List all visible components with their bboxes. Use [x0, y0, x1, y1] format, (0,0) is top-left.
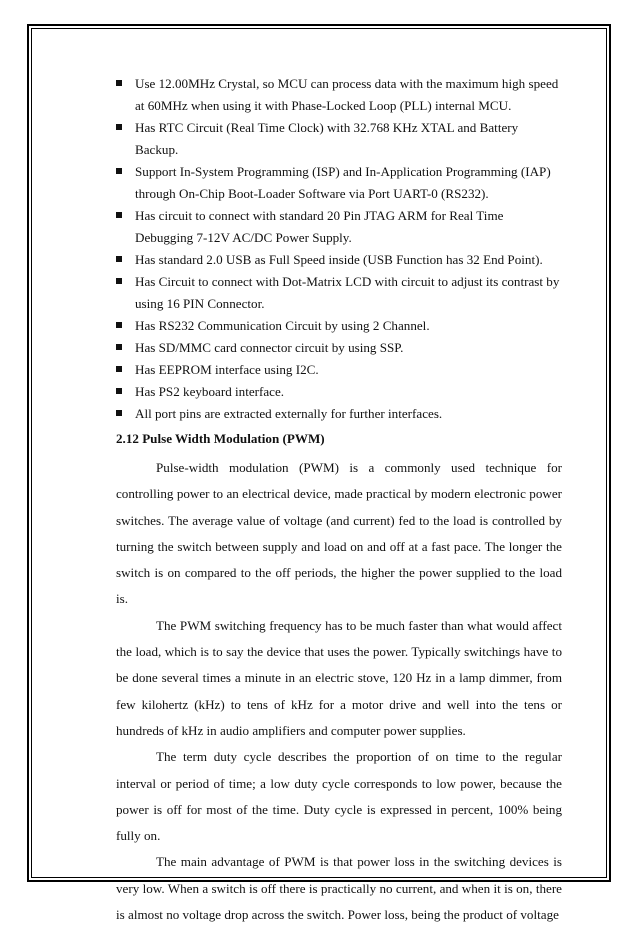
paragraph: The term duty cycle describes the proportion of on time to the regular interval or period of time; a low duty cycle corresponds to low power, because the power is off for most of the time. Duty cycle is expressed in percent, 100% being fully on.	[116, 749, 562, 844]
list-item-text: Has RS232 Communication Circuit by using 2 Channel.	[135, 318, 430, 333]
paragraph: Pulse-width modulation (PWM) is a commonly used technique for controlling power to an electrical device, made practical by modern electronic power switches. The average value of voltage (and current) fed to the load is controlled by turning the switch between supply and load on and off at a fast pace. The longer the switch is on compared to the off periods, the higher the power supplied to the load is.	[116, 460, 562, 607]
list-item-text: Has EEPROM interface using I2C.	[135, 362, 319, 377]
list-item	[116, 205, 564, 249]
square-bullet-icon	[116, 322, 122, 328]
list-item	[116, 271, 564, 315]
list-item-text: Has PS2 keyboard interface.	[135, 384, 285, 399]
square-bullet-icon	[116, 366, 122, 372]
list-item-text: Has circuit to connect with standard 20 Pin JTAG ARM for Real Time Debugging 7-12V AC/DC Power Supply.	[135, 208, 504, 245]
square-bullet-icon	[116, 344, 122, 350]
list-item	[116, 315, 564, 337]
square-bullet-icon	[116, 124, 122, 130]
list-item	[116, 117, 564, 161]
square-bullet-icon	[116, 80, 122, 86]
list-item	[116, 381, 564, 403]
paragraph: The PWM switching frequency has to be much faster than what would affect the load, which is to say the device that uses the power. Typically switchings have to be done several times a minute in an electric stove, 120 Hz in a lamp dimmer, from few kilohertz (kHz) to tens of kHz for a motor drive and well into the tens or hundreds of kHz in audio amplifiers and computer power supplies.	[116, 617, 562, 738]
square-bullet-icon	[116, 388, 122, 394]
section-body	[116, 455, 562, 928]
list-item-text: All port pins are extracted externally for further interfaces.	[135, 406, 443, 421]
list-item-text: Has Circuit to connect with Dot-Matrix LCD with circuit to adjust its contrast by using 16 PIN Connector.	[135, 274, 560, 311]
list-item-text: Use 12.00MHz Crystal, so MCU can process data with the maximum high speed at 60MHz when using it with Phase-Locked Loop (PLL) internal MCU.	[135, 76, 559, 113]
list-item-text: Has SD/MMC card connector circuit by using SSP.	[135, 340, 404, 355]
square-bullet-icon	[116, 256, 122, 262]
list-item	[116, 359, 564, 381]
list-item	[116, 249, 564, 271]
square-bullet-icon	[116, 212, 122, 218]
list-item	[116, 73, 564, 117]
list-item-text: Support In-System Programming (ISP) and In-Application Programming (IAP) through On-Chip Boot-Loader Software via Port UART-0 (RS232).	[135, 164, 551, 201]
list-item	[116, 337, 564, 359]
list-item	[116, 403, 564, 425]
section-heading: 2.12 Pulse Width Modulation (PWM)	[116, 431, 325, 446]
feature-bullet-list	[116, 73, 564, 425]
square-bullet-icon	[116, 168, 122, 174]
list-item	[116, 161, 564, 205]
square-bullet-icon	[116, 410, 122, 416]
paragraph: The main advantage of PWM is that power loss in the switching devices is very low. When a switch is off there is practically no current, and when it is on, there is almost no voltage drop across the switch. Power loss, being the product of voltage	[116, 854, 562, 923]
list-item-text: Has RTC Circuit (Real Time Clock) with 32.768 KHz XTAL and Battery Backup.	[135, 120, 519, 157]
square-bullet-icon	[116, 278, 122, 284]
list-item-text: Has standard 2.0 USB as Full Speed inside (USB Function has 32 End Point).	[135, 252, 543, 267]
